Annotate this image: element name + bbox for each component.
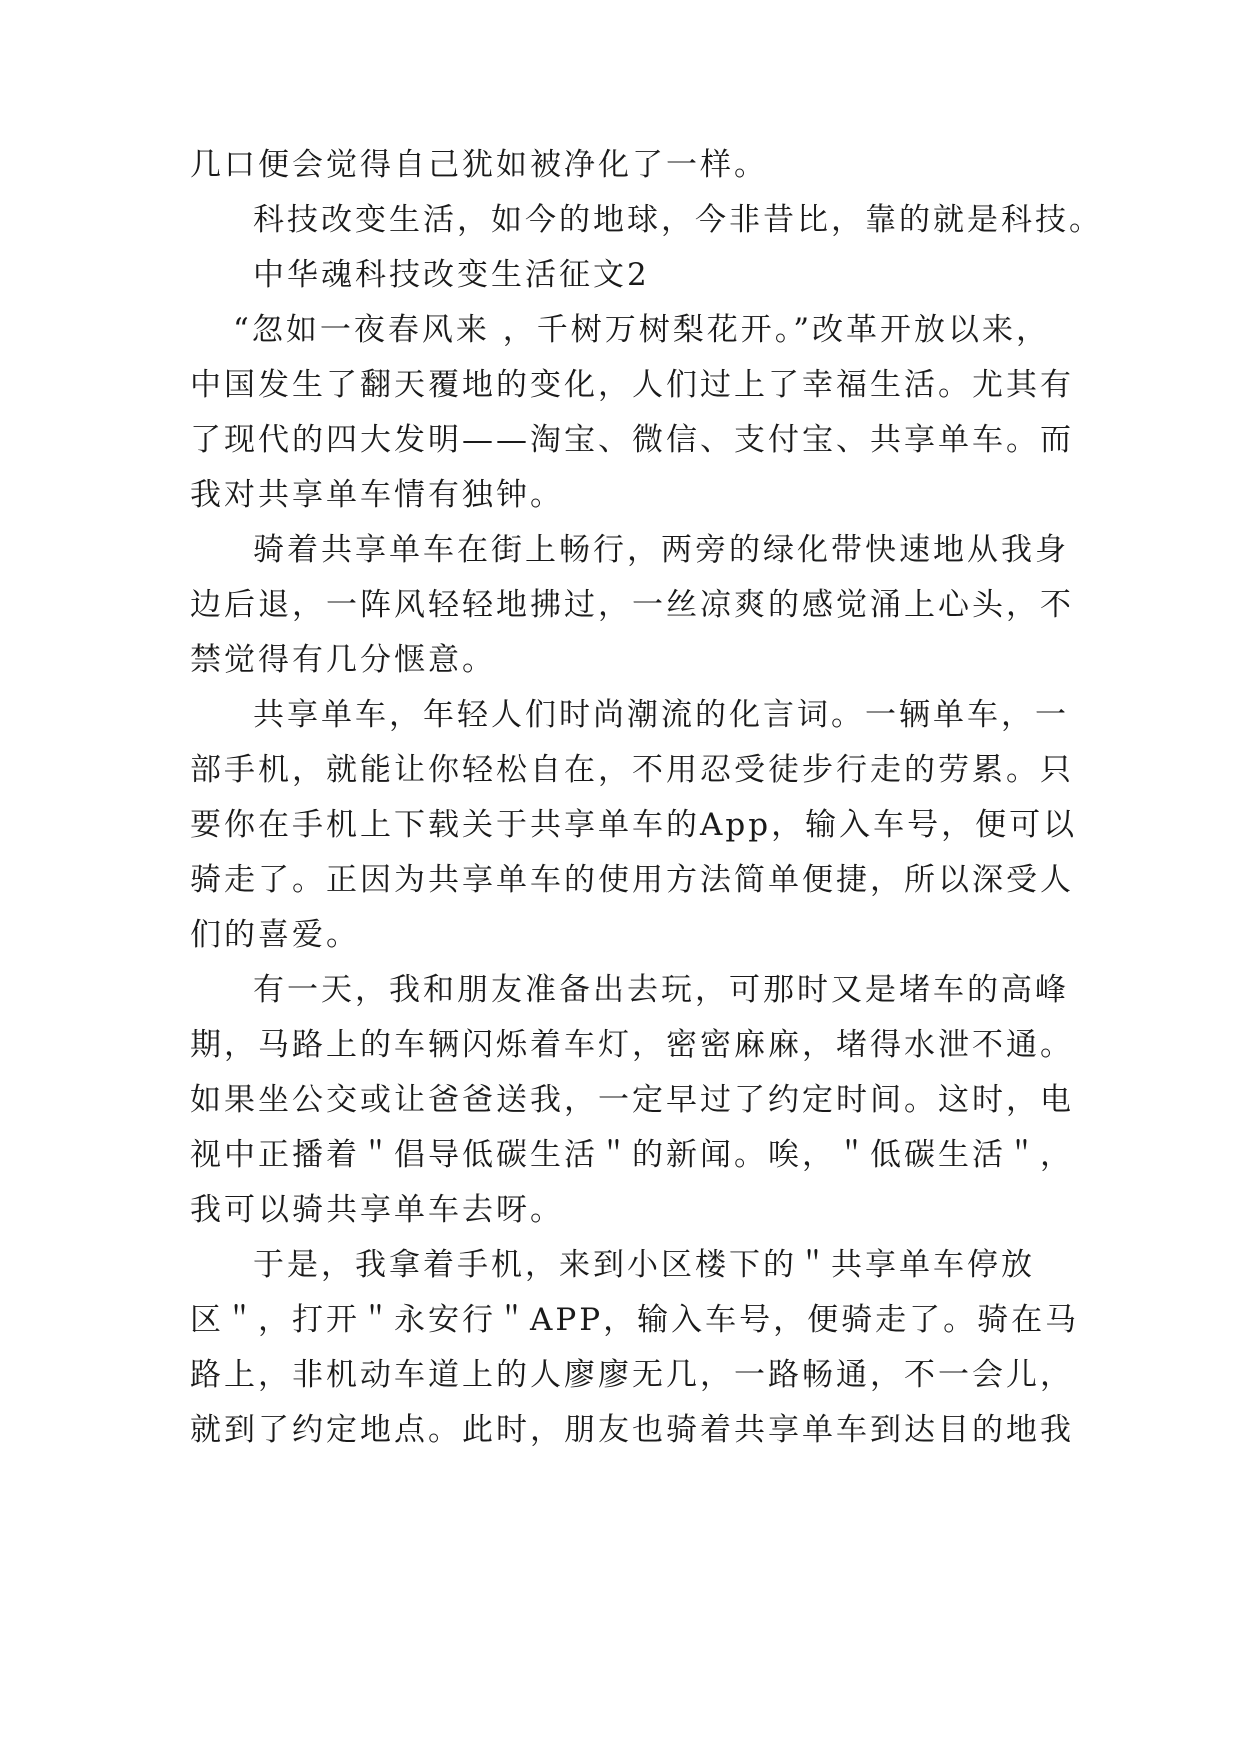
text-line: 们的喜爱。 [190, 917, 360, 953]
text-line: 几口便会觉得自己犹如被净化了一样。 [190, 147, 768, 183]
text-line: 我可以骑共享单车去呀。 [190, 1192, 564, 1228]
text-line: 期，马路上的车辆闪烁着车灯，密密麻麻，堵得水泄不通。 [190, 1027, 1074, 1063]
text-line: 禁觉得有几分惬意。 [190, 642, 496, 678]
text-line: 如果坐公交或让爸爸送我，一定早过了约定时间。这时，电 [190, 1082, 1074, 1118]
text-line: 区＂，打开＂永安行＂APP，输入车号，便骑走了。骑在马 [190, 1302, 1080, 1338]
text-line: 中国发生了翻天覆地的变化，人们过上了幸福生活。尤其有 [190, 367, 1074, 403]
text-line: 我对共享单车情有独钟。 [190, 477, 564, 513]
text-line: 骑着共享单车在街上畅行，两旁的绿化带快速地从我身 [253, 532, 1069, 568]
text-line: 部手机，就能让你轻松自在，不用忍受徒步行走的劳累。只 [190, 752, 1074, 788]
text-line: 科技改变生活，如今的地球，今非昔比，靠的就是科技。 [253, 202, 1103, 238]
text-line: 边后退，一阵风轻轻地拂过，一丝凉爽的感觉涌上心头，不 [190, 587, 1074, 623]
text-line: 视中正播着＂倡导低碳生活＂的新闻。唉，＂低碳生活＂， [190, 1137, 1074, 1173]
text-line: 于是，我拿着手机，来到小区楼下的＂共享单车停放 [253, 1247, 1035, 1283]
text-line: 要你在手机上下载关于共享单车的App，输入车号，便可以 [190, 807, 1078, 843]
text-line: 了现代的四大发明——淘宝、微信、支付宝、共享单车。而 [190, 422, 1074, 458]
text-line: 有一天，我和朋友准备出去玩，可那时又是堵车的高峰 [253, 972, 1069, 1008]
text-line: 路上，非机动车道上的人廖廖无几，一路畅通，不一会儿， [190, 1357, 1074, 1393]
text-line: 骑走了。正因为共享单车的使用方法简单便捷，所以深受人 [190, 862, 1074, 898]
text-line: 共享单车，年轻人们时尚潮流的化言词。一辆单车，一 [253, 697, 1069, 733]
section-heading: 中华魂科技改变生活征文2 [253, 257, 650, 293]
text-line: 就到了约定地点。此时，朋友也骑着共享单车到达目的地我 [190, 1412, 1074, 1448]
text-line: “忽如一夜春风来 ，千树万树梨花开。”改革开放以来， [233, 312, 1051, 348]
